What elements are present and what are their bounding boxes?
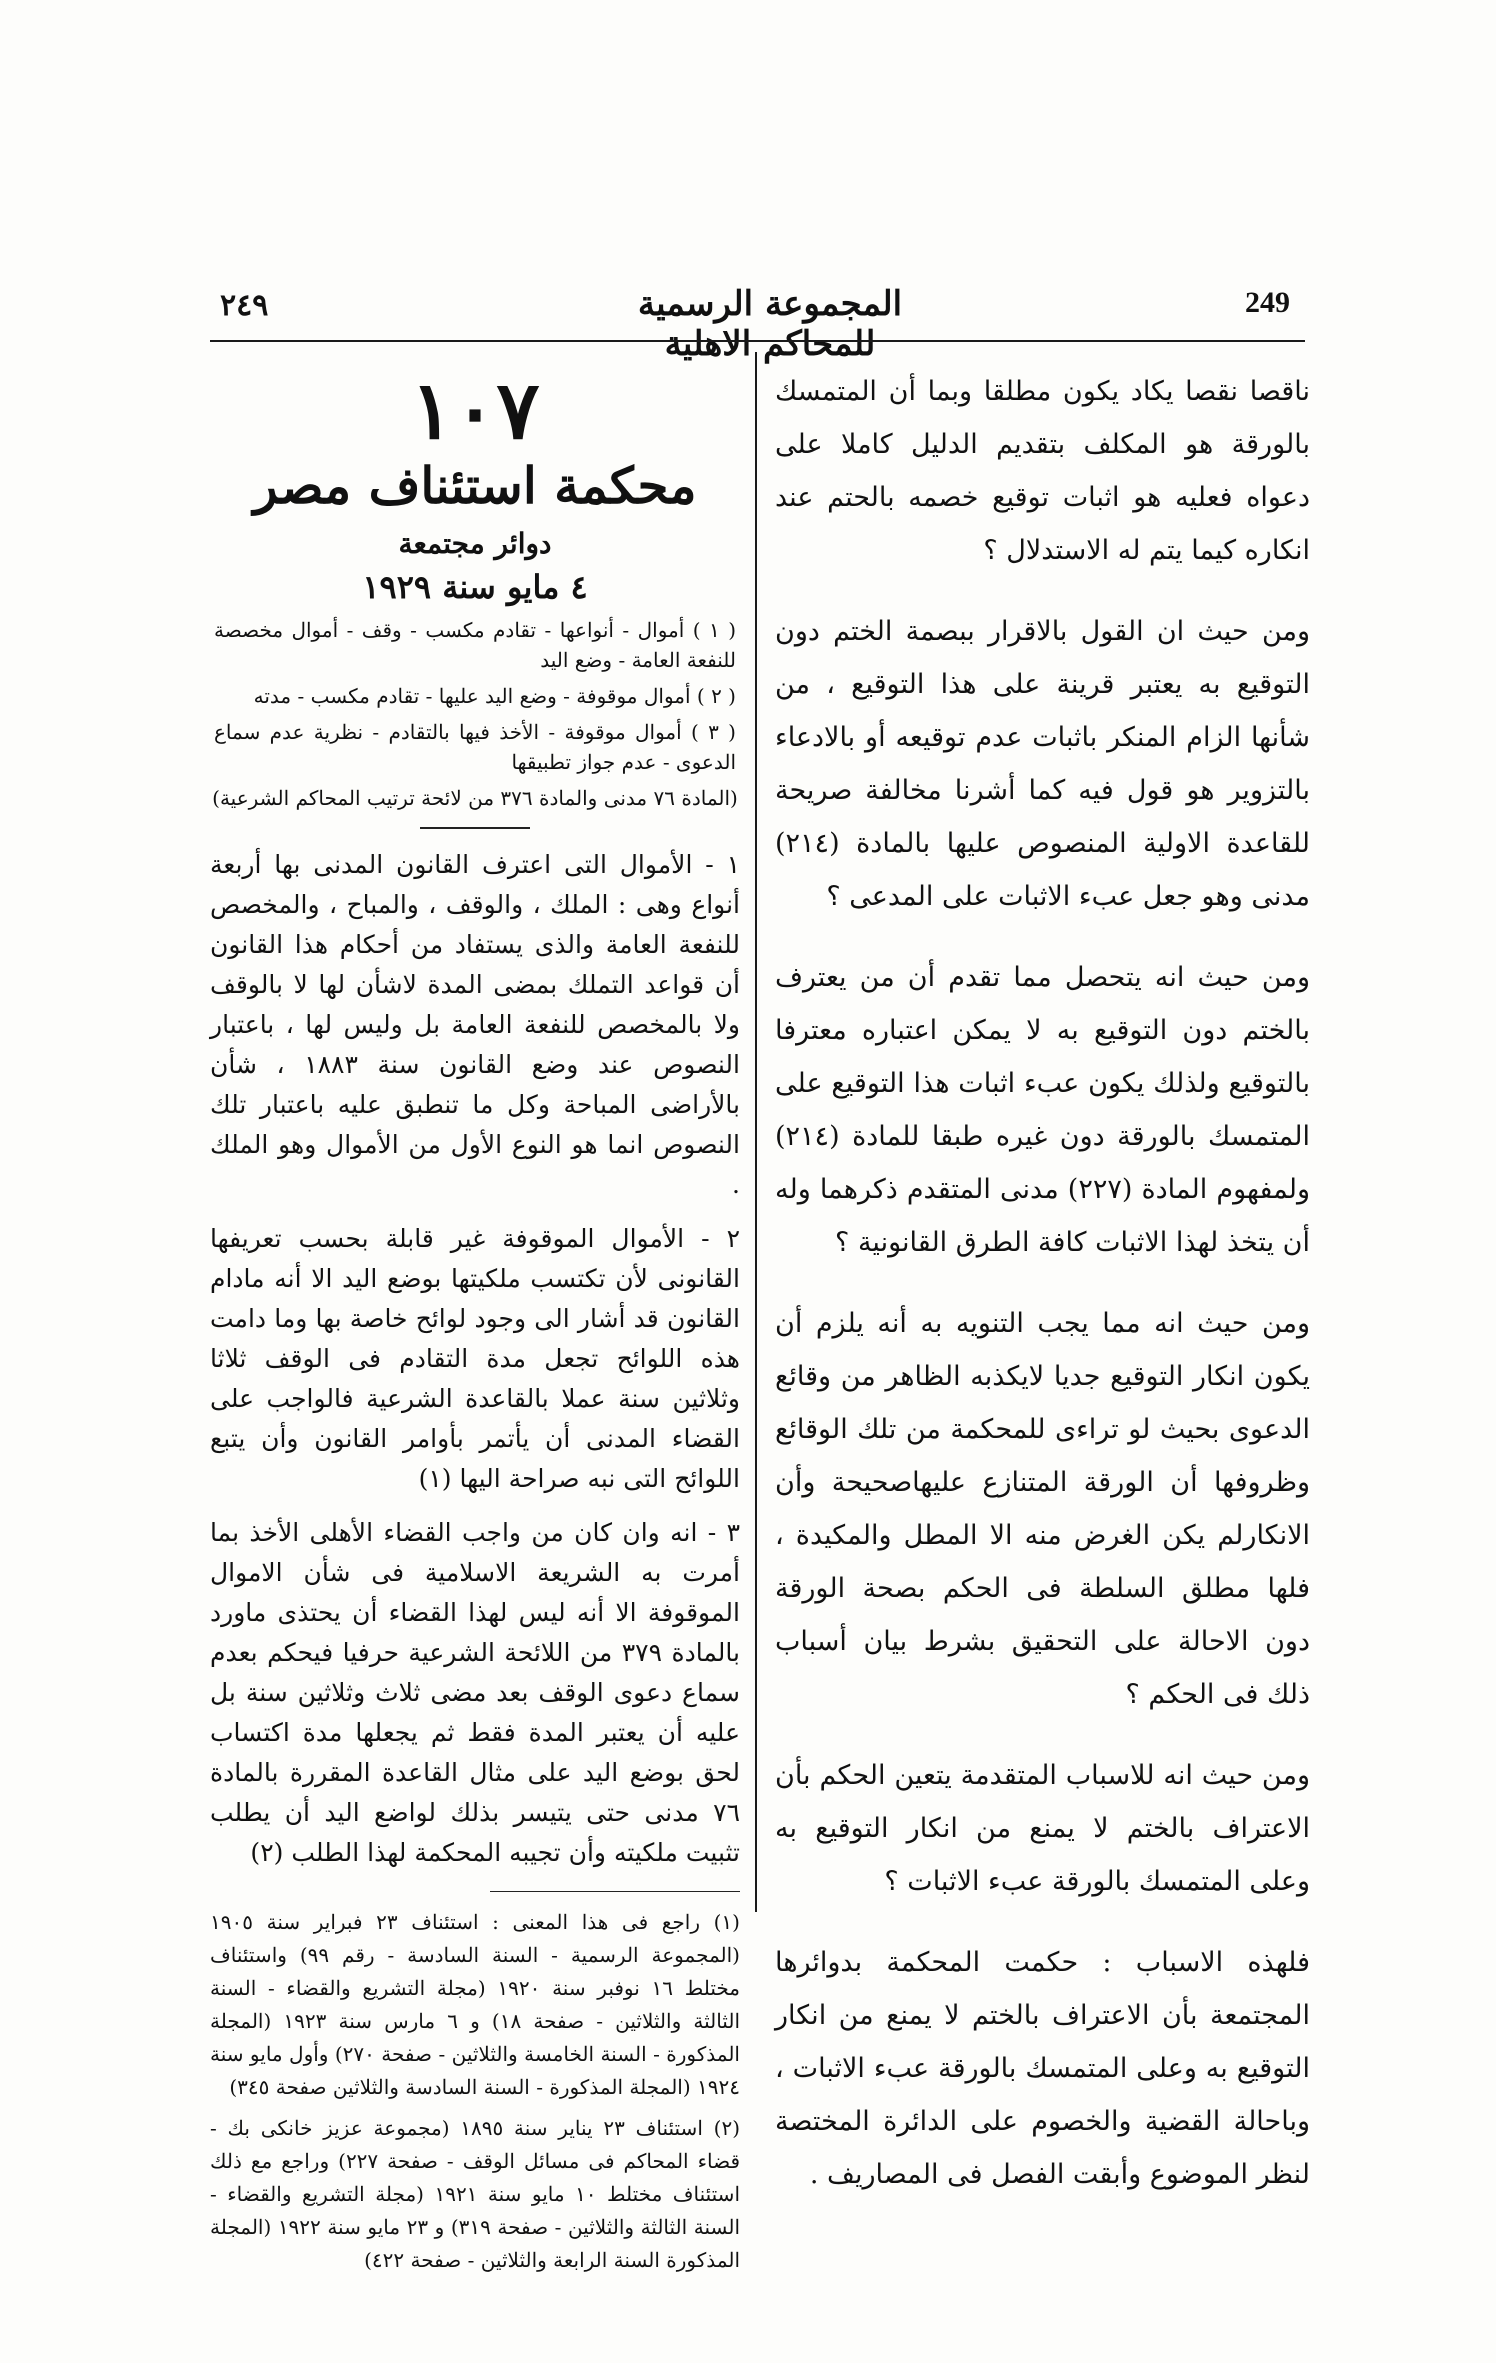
paragraph: ومن حيث انه للاسباب المتقدمة يتعين الحكم بأن الاعتراف بالختم لا يمنع من انكار التوقيع به وعلى المتمسك بالورقة عبء الاثبات ؟	[775, 1760, 1310, 1897]
case-number: ١٠٧	[410, 363, 540, 457]
paragraph: ومن حيث ان القول بالاقرار ببصمة الختم دون التوقيع به يعتبر قرينة على هذا التوقيع ، من شأنها الزام المنكر باثبات عدم توقيعه أو بالادعاء بالتزوير هو قول فيه كما أشرنا مخالفة صريحة للقاعدة الاولية المنصوص عليها بالمادة (٢١٤) مدنى وهو جعل عبء الاثبات على المدعى ؟	[775, 616, 1310, 912]
paragraph: ومن حيث انه يتحصل مما تقدم أن من يعترف بالختم دون التوقيع به لا يمكن اعتباره معترفا بالتوقيع ولذلك يكون عبء اثبات هذا التوقيع على المتمسك بالورقة دون غيره طبقا للمادة (٢١٤) ولمفهوم المادة (٢٢٧) مدنى المتقدم ذكرهما وله أن يتخذ لهذا الاثبات كافة الطرق القانونية ؟	[775, 962, 1311, 1258]
principle-item: ٢ - الأموال الموقوفة غير قابلة بحسب تعريفها القانونى لأن تكتسب ملكيتها بوضع اليد الا أنه مادام القانون قد أشار الى وجود لوائح خاصة بها وما دامت هذه اللوائح تجعل مدة التقادم فى الوقف ثلاثا وثلاثين سنة عملا بالقاعدة الشرعية فالواجب على القضاء المدنى أن يأتمر بأوامر القانون وأن يتبع اللوائح التى نبه صراحة اليها (١)	[210, 1224, 740, 1493]
keyword-item: ( ١ ) أموال - أنواعها - تقادم مكسب - وقف - أموال مخصصة للنفعة العامة - وضع اليد	[214, 618, 736, 672]
column-divider	[755, 352, 757, 1912]
page-number-arabic: ٢٤٩	[220, 288, 269, 323]
left-column	[210, 365, 740, 2285]
footnote-item: (٢) استئناف ٢٣ يناير سنة ١٨٩٥ (مجموعة عزيز خانكى بك - قضاء المحاكم فى مسائل الوقف - صفحة ٢٢٧) وراجع مع ذلك استئناف مختلط ١٠ مايو سنة ١٩٢١ (مجلة التشريع والقضاء - السنة الثالثة والثلاثين - صفحة ٣١٩) و ٢٣ مايو سنة ١٩٢٢ (المجلة المذكورة السنة الرابعة والثلاثين - صفحة ٤٢٢)	[210, 2116, 741, 2272]
ruling-paragraph: فلهذه الاسباب : حكمت المحكمة بدوائرها المجتمعة بأن الاعتراف بالختم لا يمنع من انكار التوقيع به وعلى المتمسك بالورقة عبء الاثبات ، وباحالة القضية والخصوم على الدائرة المختصة لنظر الموضوع وأبقت الفصل فى المصاريف .	[775, 1947, 1310, 2190]
footnotes-block	[210, 1906, 740, 2277]
court-division: دوائر مجتمعة	[398, 527, 552, 560]
case-date: ٤ مايو سنة ١٩٢٩	[362, 568, 588, 606]
footnote-rule	[490, 1891, 740, 1892]
court-name: محكمة استئناف مصر	[253, 456, 697, 515]
keyword-item: ( ٢ ) أموال موقوفة - وضع اليد عليها - تقادم مكسب - مدته	[253, 684, 736, 708]
footnote-item: (١) راجع فى هذا المعنى : استئناف ٢٣ فبراير سنة ١٩٠٥ (المجموعة الرسمية - السنة السادسة - رقم ٩٩) واستئناف مختلط ١٦ نوفبر سنة ١٩٢٠ (مجلة التشريع والقضاء - السنة الثالثة والثلاثين - صفحة ١٨) و ٦ مارس سنة ١٩٢٣ (المجلة المذكورة - السنة الخامسة والثلاثين - صفحة ٢٧٠) وأول مايو سنة ١٩٢٤ (المجلة المذكورة - السنة السادسة والثلاثين صفحة ٣٤٥)	[210, 1910, 741, 2099]
page-header	[200, 270, 1310, 364]
principles-block	[210, 845, 740, 1873]
paragraph: ناقصا نقصا يكاد يكون مطلقا وبما أن المتمسك بالورقة هو المكلف بتقديم الدليل كاملا على دعواه فعليه هو اثبات توقيع خصمه بالحتم عند انكاره كيما يتم له الاستدلال ؟	[775, 376, 1310, 566]
running-title: المجموعة الرسمية للمحاكم الاهلية	[637, 284, 903, 364]
page-number-latin: 249	[1245, 286, 1290, 319]
header-rule	[210, 340, 1305, 342]
right-column	[775, 365, 1310, 2229]
legal-reference: (المادة ٧٦ مدنى والمادة ٣٧٦ من لائحة ترتيب المحاكم الشرعية)	[212, 786, 738, 810]
principle-item: ١ - الأموال التى اعترف القانون المدنى بها أربعة أنواع وهى : الملك ، والوقف ، والمباح ، والمخصص للنفعة العامة والذى يستفاد من أحكام هذا القانون أن قواعد التملك بمضى المدة لاشأن لها لا بالوقف ولا بالمخصص للنفعة العامة بل وليس لها ، باعتبار النصوص عند وضع القانون سنة ١٨٨٣ ، شأن بالأراضى المباحة وكل ما تنطبق عليه باعتبار تلك النصوص انما هو النوع الأول من الأموال وهو الملك .	[210, 850, 740, 1199]
keywords-block	[210, 615, 740, 777]
principle-item: ٣ - انه وان كان من واجب القضاء الأهلى الأخذ بما أمرت به الشريعة الاسلامية فى شأن الاموال الموقوفة الا أنه ليس لهذا القضاء أن يحتذى ماورد بالمادة ٣٧٩ من اللائحة الشرعية حرفيا فيحكم بعدم سماع دعوى الوقف بعد مضى ثلاث وثلاثين سنة بل عليه أن يعتبر المدة فقط ثم يجعلها مدة اكتساب لحق بوضع اليد على مثال القاعدة المقررة بالمادة ٧٦ مدنى حتى يتيسر بذلك لواضع اليد أن يطلب تثبيت ملكيته وأن تجيبه المحكمة لهذا الطلب (٢)	[210, 1518, 740, 1867]
paragraph: ومن حيث انه مما يجب التنويه به أنه يلزم أن يكون انكار التوقيع جديا لايكذبه الظاهر من وقائع الدعوى بحيث لو تراءى للمحكمة من تلك الوقائع وظروفها أن الورقة المتنازع عليهاصحيحة وأن الانكارلم يكن الغرض منه الا المطل والمكيدة ، فلها مطلق السلطة فى الحكم بصحة الورقة دون الاحالة على التحقيق بشرط بيان أسباب ذلك فى الحكم ؟	[775, 1308, 1310, 1710]
keyword-item: ( ٣ ) أموال موقوفة - الأخذ فيها بالتقادم - نظرية عدم سماع الدعوى - عدم جواز تطبيقها	[214, 720, 736, 774]
section-divider	[420, 827, 530, 829]
